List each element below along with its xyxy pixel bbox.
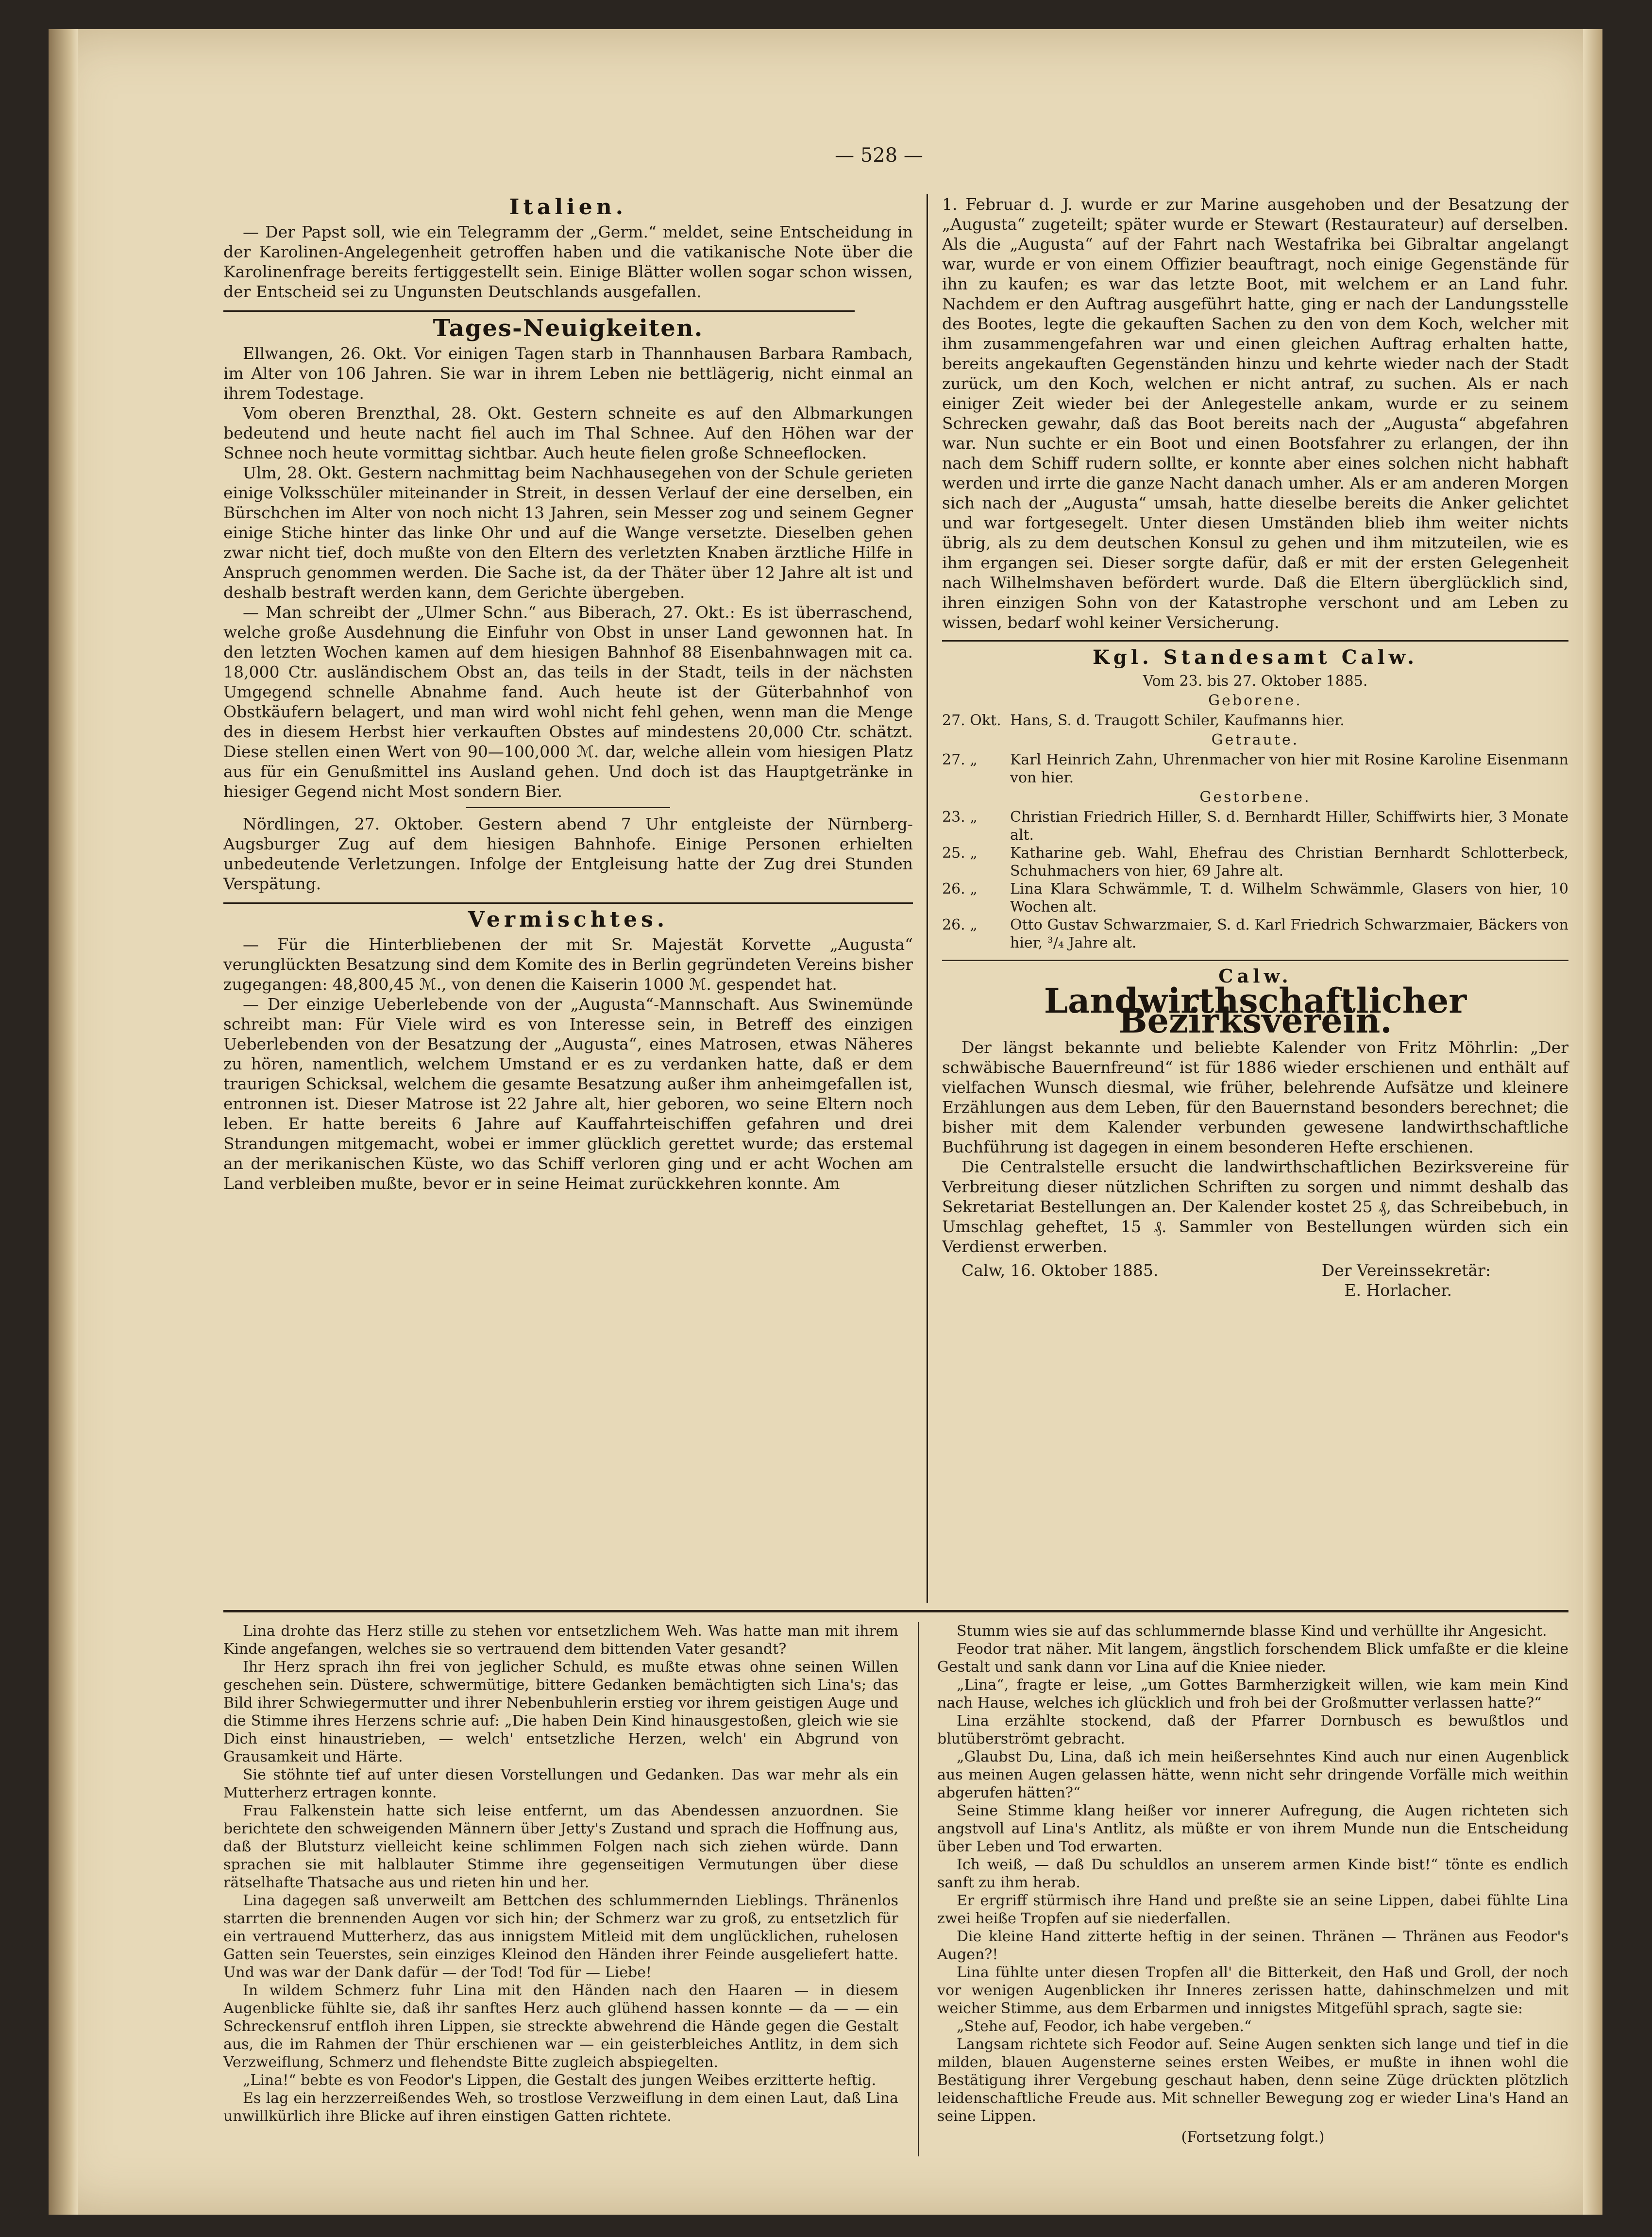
entry-date: 26. „ [942, 881, 978, 898]
verein-heading: Landwirthschaftlicher Bezirksverein. [1044, 981, 1467, 1041]
register-entry [942, 916, 1568, 952]
entry-date: 27. „ [942, 751, 978, 768]
article-ueberlebende: — Der einzige Ueberlebende von der „Augusta“-Mannschaft. Aus Swinemünde schreibt man: Für Viele wird es von Interesse sein, in Betreff des einzigen Ueberlebenden von der Besatzung der „Augusta“, eines Matrosen, etwas Näheres zu hören, namentlich, welchem Umstand er es zu verdanken hatte, daß er dem traurigen Schicksal, welchem die gesamte Besatzung außer ihm anheimgefallen ist, entronnen ist. Dieser Matrose ist 22 Jahre alt, hier geboren, wo seine Eltern noch leben. Er hatte bereits 6 Jahre auf Kauffahrteischiffen gefahren und drei Strandungen mitgemacht, wobei er immer glücklich gerettet wurde; das erstemal an der merikanischen Küste, wo das Schiff verloren ging und er acht Wochen am Land verbleiben mußte, bevor er in seine Heimat zurückkehren konnte. Am [223, 995, 913, 1193]
feuilleton-paragraph: In wildem Schmerz fuhr Lina mit den Händen nach den Haaren — in diesem Augenblicke fühlte sie, daß ihr sanftes Herz auch glühend hassen konnte — da — — ein Schreckensruf entfloh ihren Lippen, sie streckte abwehrend die Hände gegen die Gestalt aus, die im Rahmen der Thür erschienen war — ein geisterbleiches Antlitz, in dem sich Verzweiflung, Schmerz und flehendste Bitte zugleich abspiegelten. [223, 1982, 898, 2071]
section-heading-vermischtes: Vermischtes. [468, 907, 669, 932]
register-entry [942, 808, 1568, 844]
feuilleton-paragraph: „Glaubst Du, Lina, daß ich mein heißersehntes Kind auch nur einen Augenblick aus meinen Augen gelassen hätte, wenn nicht sehr dringende Vorfälle mich weithin abgerufen hätten?“ [937, 1748, 1568, 1801]
entry-text: Christian Friedrich Hiller, S. d. Bernhardt Hiller, Schiffwirts hier, 3 Monate alt. [1010, 809, 1568, 844]
entry-text: Hans, S. d. Traugott Schiler, Kaufmanns hier. [1010, 712, 1345, 729]
register-entry [942, 712, 1568, 729]
label-getraute: Getraute. [1211, 731, 1299, 748]
verein-signature-block [942, 1260, 1568, 1280]
feuilleton-right-column [937, 1622, 1568, 2146]
feuilleton-paragraph: Langsam richtete sich Feodor auf. Seine Augen senkten sich lange und tief in die milden, blauen Augensterne seines ersten Weibes, er mußte in ihnen wohl die Bestätigung ihrer Vergebung geschaut haben, denn seine Züge drückten plötzlich leidenschaftliche Freude aus. Mit schneller Bewegung zog er wieder Lina's Hand an seine Lippen. [937, 2036, 1568, 2125]
verein-place: Calw. [1218, 965, 1292, 987]
newspaper-page [49, 29, 1602, 2215]
section-divider [942, 960, 1568, 961]
feuilleton-left-column [223, 1622, 898, 2125]
register-entry [942, 844, 1568, 880]
article-biberach: — Man schreibt der „Ulmer Schn.“ aus Biberach, 27. Okt.: Es ist überraschend, welche große Ausdehnung die Einfuhr von Obst in unser Land gewonnen hat. In den letzten Wochen kamen auf dem hiesigen Bahnhof 88 Eisenbahnwagen mit ca. 18,000 Ctr. ausländischem Obst an, das teils in der Stadt, teils in der nächsten Umgegend schnelle Abnahme fand. Auch heute ist der Güterbahnhof von Obstkäufern belagert, und man wird wohl nicht fehl gehen, wenn man die Menge des in diesem Herbst hier verkauften Obstes auf mindestens 20,000 Ctr. schätzt. Diese stellen einen Wert von 90—100,000 ℳ. dar, welche allein vom hiesigen Platz aus für ein Genußmittel ins Ausland gehen. Und doch ist das Hauptgetränke in hiesiger Gegend nicht Most sondern Bier. [223, 603, 913, 801]
section-heading-tages: Tages-Neuigkeiten. [433, 315, 704, 342]
feuilleton-paragraph: Lina drohte das Herz stille zu stehen vor entsetzlichem Weh. Was hatte man mit ihrem Kinde angefangen, welches sie so vertrauend dem bittenden Vater gesandt? [223, 1623, 898, 1658]
entry-text: Otto Gustav Schwarzmaier, S. d. Karl Friedrich Schwarzmaier, Bäckers von hier, ³/₄ Jahre alt. [1010, 916, 1568, 951]
entry-text: Lina Klara Schwämmle, T. d. Wilhelm Schwämmle, Glasers von hier, 10 Wochen alt. [1010, 881, 1568, 915]
feuilleton-paragraph: „Lina!“ bebte es von Feodor's Lippen, die Gestalt des jungen Weibes erzitterte heftig. [243, 2072, 877, 2089]
page-number: — 528 — [835, 144, 923, 167]
feuilleton-paragraph: Lina erzählte stockend, daß der Pfarrer Dornbusch es bewußtlos und blutüberströmt gebracht. [937, 1712, 1568, 1747]
left-column [223, 194, 913, 1193]
article-noerdlingen: Nördlingen, 27. Oktober. Gestern abend 7 Uhr entgleiste der Nürnberg-Augsburger Zug auf dem hiesigen Bahnhofe. Einige Personen erhielten unbedeutende Verletzungen. Infolge der Entgleisung hatte der Zug drei Stunden Verspätung. [223, 814, 913, 893]
entry-text: Katharine geb. Wahl, Ehefrau des Christian Bernhardt Schlotterbeck, Schuhmachers von hier, 69 Jahre alt. [1010, 845, 1568, 880]
continuation-note: (Fortsetzung folgt.) [1181, 2129, 1325, 2146]
feuilleton-paragraph: Ich weiß, — daß Du schuldlos an unserem armen Kinde bist!“ tönte es endlich sanft zu ihm herab. [937, 1856, 1568, 1891]
article-hinterbliebene: — Für die Hinterbliebenen der mit Sr. Majestät Korvette „Augusta“ verunglückten Besatzung sind dem Komite des in Berlin gegründeten Vereins bisher zugegangen: 48,800,45 ℳ., von denen die Kaiserin 1000 ℳ. gespendet hat. [223, 935, 913, 994]
entry-text: Karl Heinrich Zahn, Uhrenmacher von hier mit Rosine Karoline Eisenmann von hier. [1010, 751, 1568, 786]
section-divider [942, 640, 1568, 642]
feuilleton-paragraph: Lina fühlte unter diesen Tropfen all' die Bitterkeit, den Haß und Groll, der noch vor wenigen Augenblicken ihr Inneres zerissen hatte, dahinschmelzen und mit weicher Stimme, aus dem Erbarmen und innigstes Mitgefühl sprach, sagte sie: [937, 1964, 1568, 2017]
right-column [942, 194, 1568, 1300]
article-ellwangen: Ellwangen, 26. Okt. Vor einigen Tagen starb in Thannhausen Barbara Rambach, im Alter von 106 Jahren. Sie war in ihrem Leben nie bettlägerig, nicht einmal an ihrem Todestage. [223, 344, 913, 403]
register-entry [942, 880, 1568, 916]
feuilleton-paragraph: Stumm wies sie auf das schlummernde blasse Kind und verhüllte ihr Angesicht. [957, 1623, 1547, 1640]
verein-signature-name: E. Horlacher. [1344, 1281, 1452, 1300]
section-divider [223, 902, 913, 904]
feuilleton-paragraph: Die kleine Hand zitterte heftig in der seinen. Thränen — Thränen aus Feodor's Augen?! [937, 1928, 1568, 1963]
verein-paragraph: Die Centralstelle ersucht die landwirthschaftlichen Bezirksvereine für Verbreitung dieser nützlichen Schriften zu sorgen und nimmt deshalb das Sekretariat Bestellungen an. Der Kalender kostet 25 ₰, das Schreibebuch, in Umschlag geheftet, 15 ₰. Sammler von Bestellungen würden sich ein Verdienst erwerben. [942, 1157, 1568, 1256]
column-rule [927, 194, 928, 1603]
verein-date: Calw, 16. Oktober 1885. [961, 1261, 1159, 1280]
feuilleton-paragraph: Frau Falkenstein hatte sich leise entfernt, um das Abendessen anzuordnen. Sie berichtete den schweigenden Männern über Jetty's Zustand und sprach die Hoffnung aus, daß der Blutsturz vielleicht keine schlimmen Folgen nach sich ziehen würde. Dann sprachen sie mit halblauter Stimme ihre gegenseitigen Vermutungen über diese rätselhafte Thatsache aus und rieten hin und her. [223, 1802, 898, 1891]
article-ueberlebende-continued: 1. Februar d. J. wurde er zur Marine ausgehoben und der Besatzung der „Augusta“ zugeteilt; später wurde er Stewart (Restaurateur) auf derselben. Als die „Augusta“ auf der Fahrt nach Westafrika bei Gibraltar angelangt war, wurde er von einem Offizier beauftragt, noch einige Gegenstände für ihn zu kaufen; es war das letzte Boot, mit welchem er an Land fuhr. Nachdem er den Auftrag ausgeführt hatte, ging er nach der Landungsstelle des Bootes, legte die gekauften Sachen zu den von dem Koch, welcher mit ihm zusammengefahren war und einen gleichen Auftrag erhalten hatte, bereits angekauften Gegenständen hinzu und kehrte wieder nach der Stadt zurück, um den Koch, welchen er nicht antraf, zu suchen. Als er nach einiger Zeit wieder bei der Anlegestelle ankam, wurde er zu seinem Schrecken gewahr, daß das Boot bereits nach der „Augusta“ abgefahren war. Nun suchte er ein Boot und einen Bootsfahrer zu erlangen, der ihn nach dem Schiff rudern sollte, er konnte aber eines solchen nicht habhaft werden und irrte die ganze Nacht danach umher. Als er am anderen Morgen sich nach der „Augusta“ umsah, hatte dieselbe bereits die Anker gelichtet und war fortgesegelt. Unter diesen Umständen blieb ihm weiter nichts übrig, als zu dem deutschen Konsul zu gehen und ihm mitzuteilen, wie es ihm ergangen sei. Dieser sorgte dafür, daß er mit der ersten Gelegenheit nach Wilhelmshaven befördert wurde. Daß die Eltern überglücklich sind, ihren einzigen Sohn von der Katastrophe verschont und am Leben zu wissen, bedarf wohl keiner Versicherung. [942, 195, 1568, 632]
feuilleton-paragraph: Er ergriff stürmisch ihre Hand und preßte sie an seine Lippen, dabei fühlte Lina zwei heiße Tropfen auf sie niederfallen. [937, 1892, 1568, 1927]
feuilleton-paragraph: Lina dagegen saß unverweilt am Bettchen des schlummernden Lieblings. Thränenlos starrten die brennenden Augen vor sich hin; der Schmerz war zu groß, zu entsetzlich für ein vertrauend Mutterherz, das aus innigstem Mitleid mit dem unglücklichen, ruhelosen Gatten sein Teuerstes, sein einziges Kleinod den Händen ihrer Feinde ausgeliefert hatte. Und was war der Dank dafür — der Tod! Tod für — Liebe! [223, 1892, 898, 1981]
entry-date: 26. „ [942, 916, 978, 933]
article-italien: — Der Papst soll, wie ein Telegramm der „Germ.“ meldet, seine Entscheidung in der Karolinen-Angelegenheit getroffen haben und die vatikanische Note über die Karolinenfrage bereits fertiggestellt sein. Einige Blätter wollen sogar schon wissen, der Entscheid sei zu Ungunsten Deutschlands ausgefallen. [223, 222, 913, 301]
section-heading-italien: Italien. [509, 195, 627, 220]
binding-gutter [49, 29, 78, 2215]
feuilleton-paragraph: „Lina“, fragte er leise, „um Gottes Barmherzigkeit willen, wie kam mein Kind nach Hause, welches ich glücklich und froh bei der Großmutter verlassen hatte?“ [937, 1677, 1568, 1712]
feuilleton-paragraph: Ihr Herz sprach ihn frei von jeglicher Schuld, es mußte etwas ohne seinen Willen geschehen sein. Düstere, schwermütige, bittere Gedanken bemächtigten sich Lina's; das Bild ihrer Schwiegermutter und ihrer Nebenbuhlerin erstieg vor ihrem geistigen Auge und die Stimme ihres Herzens schrie auf: „Die haben Dein Kind hinausgestoßen, gleich wie sie Dich einst hinaustrieben, — welch' entsetzliche Herzen, welch' ein Abgrund von Grausamkeit und Härte. [223, 1659, 898, 1765]
section-divider [223, 310, 855, 312]
entry-date: 27. Okt. [942, 712, 1001, 729]
verein-signature-title: Der Vereinssekretär: [1321, 1261, 1491, 1280]
feuilleton-paragraph: Feodor trat näher. Mit langem, ängstlich forschendem Blick umfaßte er die kleine Gestalt und sank dann vor Lina auf die Kniee nieder. [937, 1641, 1568, 1676]
verein-paragraph: Der längst bekannte und beliebte Kalender von Fritz Möhrlin: „Der schwäbische Bauernfreund“ ist für 1886 wieder erschienen und enthält auf vielfachen Wunsch diesmal, wie früher, belehrende Aufsätze und kleinere Erzählungen aus dem Leben, für den Bauernstand besonders berechnet; die bisher mit dem Kalender verbunden gewesene landwirthschaftliche Buchführung ist dagegen in einem besonderen Hefte erschienen. [942, 1038, 1568, 1156]
entry-date: 25. „ [942, 845, 978, 862]
article-brenzthal: Vom oberen Brenzthal, 28. Okt. Gestern schneite es auf den Albmarkungen bedeutend und heute nacht fiel auch im Thal Schnee. Auf den Höhen war der Schnee noch heute vormittag sichtbar. Auch heute fielen große Schneeflocken. [223, 404, 913, 462]
feuilleton-rule [223, 1610, 1568, 1612]
feuilleton-paragraph: Es lag ein herzzerreißendes Weh, so trostlose Verzweiflung in dem einen Laut, daß Lina unwillkürlich ihre Blicke auf ihren einstigen Gatten richtete. [223, 2090, 898, 2125]
feuilleton-paragraph: Sie stöhnte tief auf unter diesen Vorstellungen und Gedanken. Das war mehr als ein Mutterherz ertragen konnte. [223, 1766, 898, 1801]
standesamt-subtitle: Vom 23. bis 27. Oktober 1885. [1143, 673, 1368, 690]
article-ulm: Ulm, 28. Okt. Gestern nachmittag beim Nachhausegehen von der Schule gerieten einige Volksschüler miteinander in Streit, in dessen Verlauf der eine derselben, ein Bürschchen im Alter von noch nicht 13 Jahren, sein Messer zog und seinem Gegner einige Stiche hinter das linke Ohr und auf die Wange versetzte. Dieselben gehen zwar nicht tief, doch mußte von den Eltern des verletzten Knaben ärztliche Hilfe in Anspruch genommen werden. Die Sache ist, da der Thäter über 12 Jahre alt ist und deshalb bestraft werden kann, dem Gerichte übergeben. [223, 463, 913, 602]
feuilleton-paragraph: „Stehe auf, Feodor, ich habe vergeben.“ [957, 2018, 1252, 2035]
column-rule [918, 1622, 919, 2156]
entry-date: 23. „ [942, 809, 978, 826]
label-gestorbene: Gestorbene. [1199, 789, 1311, 806]
page-edge [1583, 29, 1602, 2215]
label-geborene: Geborene. [1208, 692, 1302, 709]
feuilleton-paragraph: Seine Stimme klang heißer vor innerer Aufregung, die Augen richteten sich angstvoll auf Lina's Antlitz, als müßte er von ihrem Munde nun die Entscheidung über Leben und Tod erwarten. [937, 1802, 1568, 1855]
register-entry [942, 751, 1568, 787]
short-divider [466, 807, 670, 808]
section-heading-standesamt: Kgl. Standesamt Calw. [1092, 646, 1418, 669]
